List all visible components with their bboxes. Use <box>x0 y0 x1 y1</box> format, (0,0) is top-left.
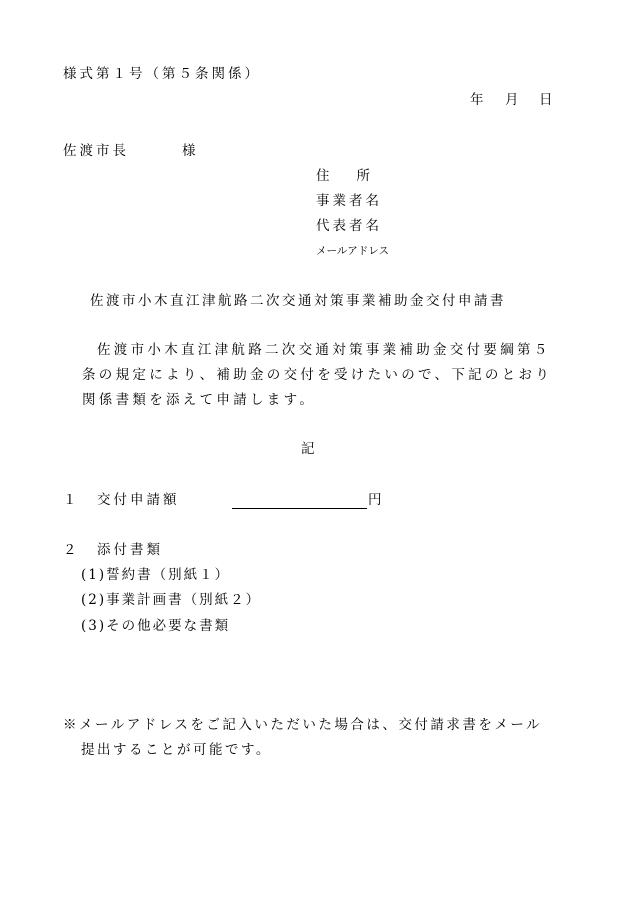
item2-label: 添付書類 <box>97 542 163 558</box>
date-day-label: 日 <box>539 92 556 108</box>
item1-number: １ <box>63 492 80 508</box>
attachment-item-2: (2)事業計画書（別紙２） <box>81 592 262 608</box>
attachment-item-1: (1)誓約書（別紙１） <box>81 567 231 583</box>
item1-label: 交付申請額 <box>97 492 180 508</box>
ki-heading: 記 <box>301 441 318 457</box>
date-year-label: 年 <box>470 92 487 108</box>
body-line-3: 関係書類を添えて申請します。 <box>82 392 317 408</box>
attachment-item-3: (3)その他必要な書類 <box>81 618 231 634</box>
date-month-label: 月 <box>505 92 522 108</box>
email-label: メールアドレス <box>316 245 389 257</box>
addressee-name: 佐渡市長 <box>63 143 129 159</box>
addressee-honorific: 様 <box>182 143 199 159</box>
note-line-1: ※メールアドレスをご記入いただいた場合は、交付請求書をメール <box>63 717 543 733</box>
amount-blank-line <box>232 508 367 509</box>
business-name-label: 事業者名 <box>316 193 382 209</box>
body-line-2: 条の規定により、補助金の交付を受けたいので、下記のとおり <box>82 367 553 383</box>
form-number: 様式第１号（第５条関係） <box>63 66 261 82</box>
body-line-1: 佐渡市小木直江津航路二次交通対策事業補助金交付要綱第５ <box>97 342 551 358</box>
item1-unit: 円 <box>368 492 385 508</box>
item2-number: ２ <box>63 542 80 558</box>
address-label: 住 所 <box>316 168 370 184</box>
document-title: 佐渡市小木直江津航路二次交通対策事業補助金交付申請書 <box>90 293 506 309</box>
note-line-2: 提出することが可能です。 <box>81 742 272 758</box>
representative-label: 代表者名 <box>316 218 382 234</box>
